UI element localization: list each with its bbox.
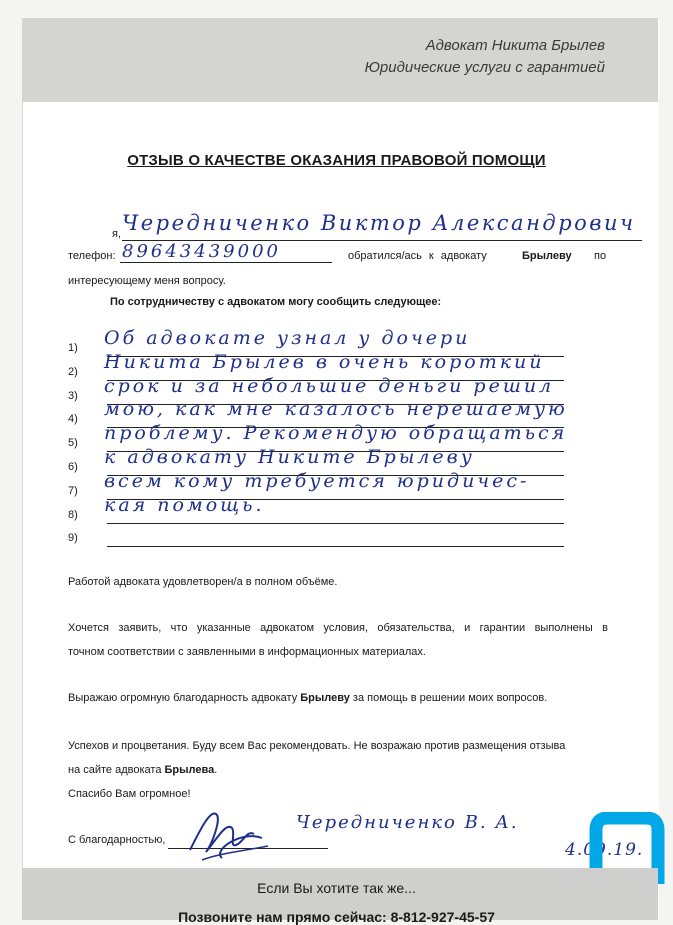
subheading: По сотрудничеству с адвокатом могу сообщить следующее: [110, 296, 442, 308]
signature-scribble [182, 800, 272, 862]
applied-text: обратился/ась к адвокату [348, 250, 487, 262]
letterhead-name: Адвокат Никита Брылев [425, 37, 605, 54]
handwritten-phone: 89643439000 [122, 241, 281, 262]
handwritten-line: к адвокату Никите Брылеву [104, 446, 475, 468]
wishes-pre: на сайте адвоката [68, 764, 162, 776]
by-text: по [594, 250, 607, 262]
handwritten-line: мою, как мне казалось нерешаемую [104, 398, 568, 420]
line-number: 7) [68, 485, 78, 497]
handwritten-signature-name: Чередниченко В. А. [296, 812, 519, 833]
line-number: 2) [68, 366, 78, 378]
line-number: 9) [68, 532, 78, 544]
handwritten-line: срок и за небольшие деньги решил [104, 375, 555, 397]
intro-ya: я, [112, 228, 122, 240]
wishes-lawyer: Брылева [164, 764, 215, 776]
wishes-line-2 [68, 764, 217, 776]
question-text: интересующему меня вопросу. [68, 275, 226, 287]
thanks-text: Спасибо Вам огромное! [68, 788, 191, 800]
gratitude-lawyer: Брылеву [300, 692, 350, 704]
line-number: 4) [68, 413, 78, 425]
handwritten-line: Никита Брылев в очень короткий [104, 351, 545, 373]
letterhead-tagline: Юридические услуги с гарантией [364, 59, 605, 76]
satisfaction-text: Работой адвоката удовлетворен/а в полном объёме. [68, 576, 338, 588]
phone-label: телефон: [68, 250, 116, 262]
footer-cta: Если Вы хотите так же... [257, 880, 416, 896]
handwritten-full-name: Чередниченко Виктор Александрович [122, 211, 636, 235]
line-number: 1) [68, 342, 78, 354]
line-rule [107, 523, 564, 524]
footer-phone: Позвоните нам прямо сейчас: 8-812-927-45-57 [178, 909, 495, 925]
document-title: ОТЗЫВ О КАЧЕСТВЕ ОКАЗАНИЯ ПРАВОВОЙ ПОМОЩИ [127, 152, 546, 169]
wishes-post: . [214, 764, 218, 776]
gratitude-post: за помощь в решении моих вопросов. [352, 692, 548, 704]
gratitude-text [68, 692, 547, 704]
line-number: 5) [68, 437, 78, 449]
handwritten-line: кая помощь. [104, 494, 265, 516]
phone-underline [120, 262, 332, 263]
handwritten-line: всем кому требуется юридичес- [104, 470, 530, 492]
handwritten-line: проблему. Рекомендую обращаться [104, 422, 568, 444]
handwritten-date: 4.09.19. [565, 840, 644, 860]
line-number: 3) [68, 390, 78, 402]
statement-line-2: точном соответствии с заявленными в информационных материалах. [68, 646, 426, 658]
statement-line-1: Хочется заявить, что указанные адвокатом условия, обязательства, и гарантии выполнены в [68, 622, 608, 634]
line-number: 8) [68, 509, 78, 521]
line-rule [107, 546, 564, 547]
line-number: 6) [68, 461, 78, 473]
lawyer-name-bold: Брылеву [522, 250, 572, 262]
closing-text: С благодарностью, [68, 834, 166, 846]
gratitude-pre: Выражаю огромную благодарность адвокату [68, 692, 298, 704]
wishes-line-1: Успехов и процветания. Буду всем Вас рекомендовать. Не возражаю против размещения отзыва [68, 740, 566, 752]
handwritten-line: Об адвокате узнал у дочери [104, 327, 471, 349]
